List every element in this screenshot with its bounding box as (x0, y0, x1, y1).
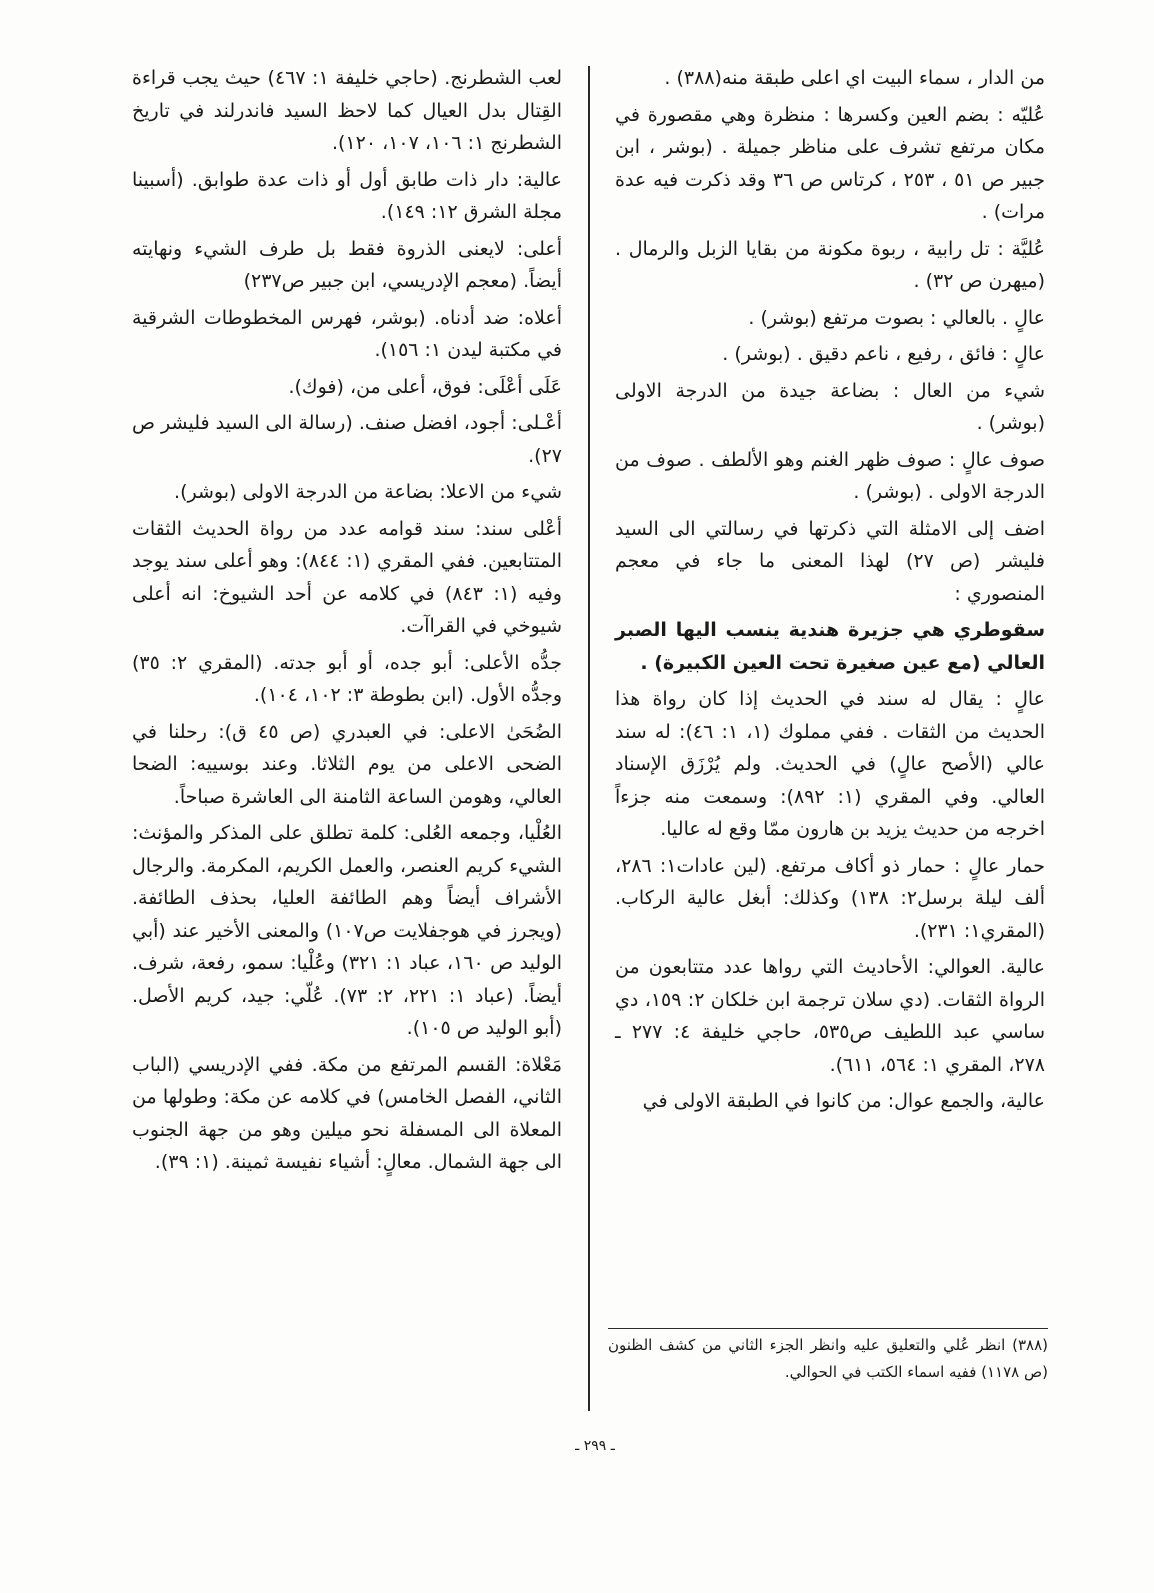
quote-paragraph: سقوطري هي جزيرة هندية ينسب اليها الصبر العالي (مع عين صغيرة تحت العين الكبيرة) . (615, 619, 1045, 674)
entry-paragraph: عالية، والجمع عوال: من كانوا في الطبقة الاولى في (642, 1090, 1045, 1112)
entry-paragraph: عُليّه : بضم العين وكسرها : منظرة وهي مقصورة في مكان مرتفع تشرف على مناظر جميلة . (بوشر ، ابن جبير ص ٥١ ، ٢٥٣ ، كرتاس ص ٣٦ وقد ذكرت فيه عدة مرات) . (615, 103, 1045, 223)
entry-paragraph: العُلْيا، وجمعه العُلى: كلمة تطلق على المذكر والمؤنث: الشيء كريم العنصر، والعمل الكريم، المكرمة. والرجال الأشراف أيضاً وهم الطائفة العليا، بحذف الطائفة. (ويجرز في هوجفلايت ص١٠٧) والمعنى الأخير عند (أبي الوليد ص ١٦٠، عباد ١: ٣٢١) وعُلْيا: سمو، رفعة، شرف. أيضاً. (عباد ١: ٢٢١، ٢: ٧٣). عُلّي: جيد، كريم الأصل. (أبو الوليد ص ١٠٥). (132, 822, 563, 1039)
entry-paragraph: مَعْلاة: القسم المرتفع من مكة. ففي الإدريسي (الباب الثاني، الفصل الخامس) في كلامه عن مكة: وطولها من المعلاة الى المسفلة نحو ميلين وهو من جهة الجنوب الى جهة الشمال. معالٍ: أشياء نفيسة ثمينة. (١: ٣٩). (132, 1053, 562, 1173)
left-column (132, 62, 562, 1183)
entry-paragraph: عالٍ : فائق ، رفيع ، ناعم دقيق . (بوشر) . (722, 343, 1045, 365)
entry-paragraph: عالية: دار ذات طابق أول أو ذات عدة طوابق. (أسبينا مجلة الشرق ١٢: ١٤٩). (132, 168, 562, 223)
entry-paragraph: لعب الشطرنج. (حاجي خليفة ١: ٤٦٧) حيث يجب قراءة القِتال بدل العيال كما لاحظ السيد فاندرلند في تاريخ الشطرنج ١: ١٠٦، ١٠٧، ١٢٠). (132, 67, 563, 154)
page-number: ـ ٢٩٩ ـ (575, 1438, 615, 1454)
entry-paragraph: جدُّه الأعلى: أبو جده، أو أبو جدته. (المقري ٢: ٣٥) وجدُّه الأول. (ابن بطوطة ٣: ١٠٢، ١٠٤). (132, 651, 562, 706)
entry-paragraph: أعْـلى: أجود، افضل صنف. (رسالة الى السيد فليشر ص ٢٧). (132, 412, 562, 467)
footnote: (٣٨٨) انظر عُلي والتعليق عليه وانظر الجزء الثاني من كشف الظنون (ص ١١٧٨) ففيه اسماء الكتب في الحوالي. (608, 1336, 1048, 1381)
entry-paragraph: شيء من العال : بضاعة جيدة من الدرجة الاولى (بوشر) . (615, 379, 1045, 434)
entry-paragraph: الضُحَىٰ الاعلى: في العبدري (ص ٤٥ ق): رحلنا في الضحى الاعلى من يوم الثلاثا. وعند بوسييه: الضحا العالي، وهومن الساعة الثامنة الى العاشرة صباحاً. (132, 720, 562, 808)
entry-paragraph: أعْلى سند: سند قوامه عدد من رواة الحديث الثقات المتتابعين. ففي المقري (١: ٨٤٤): وهو أعلى سند يوجد وفيه (١: ٨٤٣) في كلامه عن أحد الشيوخ: انه أعلى شيوخي في القراآت. (132, 517, 562, 637)
entry-paragraph: شيء من الاعلا: بضاعة من الدرجة الاولى (بوشر). (174, 481, 562, 503)
entry-paragraph: عَلَى أعْلَى: فوق، أعلى من، (فوك). (288, 375, 562, 398)
entry-paragraph: عالية. العوالي: الأحاديث التي رواها عدد متتابعون من الرواة الثقات. (دي سلان ترجمة ابن خلكان ٢: ١٥٩، دي ساسي عبد اللطيف ص٥٣٥، حاجي خليفة ٤: ٢٧٧ ـ ٢٧٨، المقري ١: ٥٦٤، ٦١١). (615, 956, 1045, 1076)
entry-paragraph: أعلاه: ضد أدناه. (بوشر، فهرس المخطوطات الشرقية في مكتبة ليدن ١: ١٥٦). (132, 306, 562, 361)
entry-paragraph: صوف عالٍ : صوف ظهر الغنم وهو الألطف . صوف من الدرجة الاولى . (بوشر) . (615, 448, 1045, 503)
entry-paragraph: عالٍ . بالعالي : بصوت مرتفع (بوشر) . (748, 306, 1045, 329)
entry-paragraph: من الدار ، سماء البيت اي اعلى طبقة منه(٣٨٨) . (664, 67, 1045, 89)
footnote-divider (608, 1328, 1048, 1329)
entry-paragraph: عالٍ : يقال له سند في الحديث إذا كان رواة هذا الحديث من الثقات . ففي مملوك (١، ١: ٤٦): له سند عالي (الأصح عالٍ) في الحديث. ولم يُرْزَق الإسناد العالي. وفي المقري (١: ٨٩٢): وسمعت منه جزءاً اخرجه من حديث يزيد بن هارون ممّا وقع له عاليا. (615, 688, 1045, 840)
right-column (615, 62, 1045, 1122)
entry-paragraph: اضف إلى الامثلة التي ذكرتها في رسالتي الى السيد فليشر (ص ٢٧) لهذا المعنى ما جاء في معجم المنصوري : (615, 517, 1045, 605)
entry-paragraph: عُليَّة : تل رابية ، ربوة مكونة من بقايا الزبل والرمال . (ميهرن ص ٣٢) . (615, 237, 1045, 292)
column-divider (588, 66, 590, 1411)
entry-paragraph: أعلى: لايعنى الذروة فقط بل طرف الشيء ونهايته أيضاً. (معجم الإدريسي، ابن جبير ص٢٣٧) (132, 237, 562, 292)
entry-paragraph: حمار عالٍ : حمار ذو أكاف مرتفع. (لين عادات١: ٢٨٦، ألف ليلة برسل٢: ١٣٨) وكذلك: أبغل عالية الركاب. (المقري١: ٢٣١). (615, 854, 1045, 942)
